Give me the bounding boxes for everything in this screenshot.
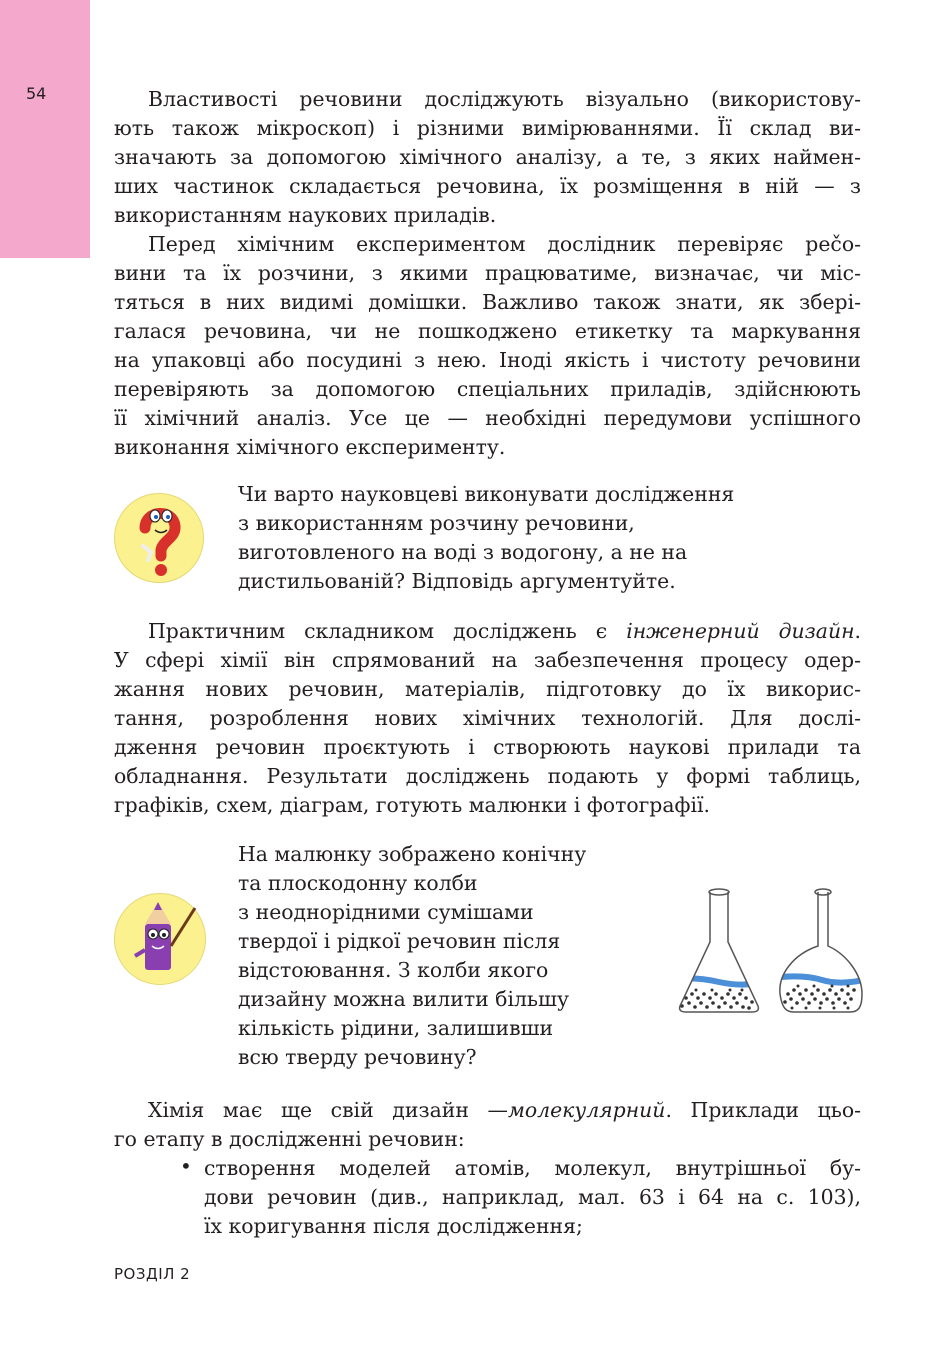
text-line: їх коригування після дослідження; [204,1214,583,1238]
text-line: дови речовин (див., наприклад, мал. 63 і 64 на с. 103), [204,1185,861,1209]
paragraph-3 [114,617,861,820]
text-line: відстоювання. З колби якого [238,958,549,982]
text-line: жання нових речовин, матеріалів, підготовку до їх викорис- [114,677,861,701]
flat-bottom-flask [772,889,868,1012]
conical-flask [672,889,772,1012]
text-line: На малюнку зображено конічну [238,842,587,866]
text-line: го етапу в дослідженні речовин: [114,1127,465,1151]
paragraph-4 [114,1096,861,1154]
text-fragment: Практичним складником досліджень є [148,619,627,643]
text-line: дизайну можна вилити більшу [238,987,569,1011]
chapter-color-tab [0,0,90,258]
text-line: У сфері хімії він спрямований на забезпечення процесу одер- [114,648,861,672]
text-line: значають за допомогою хімічного аналізу, а те, з яких наймен- [114,145,861,169]
text-line: на упаковці або посудині з нею. Іноді якість і чистоту речовини [114,348,861,372]
text-line: та плоскодонну колби [238,871,478,895]
text-fragment: Хімія має ще свій дизайн — [148,1098,508,1122]
text-line: Перед хімічним експериментом дослідник перевіряє рečo- [148,232,861,256]
pencil-teacher-character-icon [114,893,206,985]
text-line: виконання хімічного експерименту. [114,435,506,459]
text-line: тяться в них видимі домішки. Важливо також знати, як збері- [114,290,861,314]
flasks-illustration [672,884,868,1018]
text-line: виготовленого на воді з водогону, а не на [238,540,688,564]
text-line: Чи варто науковцеві виконувати дослідження [238,482,735,506]
text-line: ють також мікроскоп) і різними вимірюваннями. Її склад ви- [114,116,861,140]
text-line: обладнання. Результати досліджень подають у формі таблиць, [114,764,861,788]
text-line: дження речовин проєктують і створюють наукові прилади та [114,735,861,759]
text-line: Властивості речовини досліджують візуально (використову- [148,87,861,111]
paragraph-1 [114,85,861,230]
text-line: всю тверду речовину? [238,1045,477,1069]
text-line [114,1096,861,1125]
bullet-marker: • [180,1154,192,1178]
text-line: створення моделей атомів, молекул, внутрішньої бу- [204,1156,861,1180]
text-line: галася речовина, чи не пошкоджено етикетку та маркування [114,319,861,343]
text-line: дистильованій? Відповідь аргументуйте. [238,569,676,593]
text-line: її хімічний аналіз. Усе це — необхідні передумови успішного [114,406,861,430]
text-line: з неоднорідними сумішами [238,900,534,924]
text-line [114,617,861,646]
paragraph-2 [114,230,861,462]
text-line: ших частинок складається речовина, їх розміщення в ній — з [114,174,861,198]
text-line: кількість рідини, залишивши [238,1016,554,1040]
text-line: графіків, схем, діаграм, готують малюнки і фотографії. [114,793,710,817]
list-item [204,1154,861,1241]
question-text [238,480,818,596]
term-molecular-design: молекулярний [507,1098,666,1122]
text-line: перевіряють за допомогою спеціальних приладів, здійснюють [114,377,861,401]
page-number: 54 [26,84,47,103]
question-mark-character-icon [114,493,204,583]
section-footer: РОЗДІЛ 2 [114,1265,191,1283]
term-engineering-design: інженерний дизайн [626,619,855,643]
text-line: вини та їх розчини, з якими працюватиме, визначає, чи міс- [114,261,861,285]
text-line: тання, розроблення нових хімічних технологій. Для дослі- [114,706,861,730]
text-fragment: . Приклади цьо- [665,1098,861,1122]
text-line: використанням наукових приладів. [114,203,497,227]
text-fragment: . [854,619,861,643]
text-line: з використанням розчину речовини, [238,511,635,535]
text-line: твердої і рідкої речовин після [238,929,561,953]
